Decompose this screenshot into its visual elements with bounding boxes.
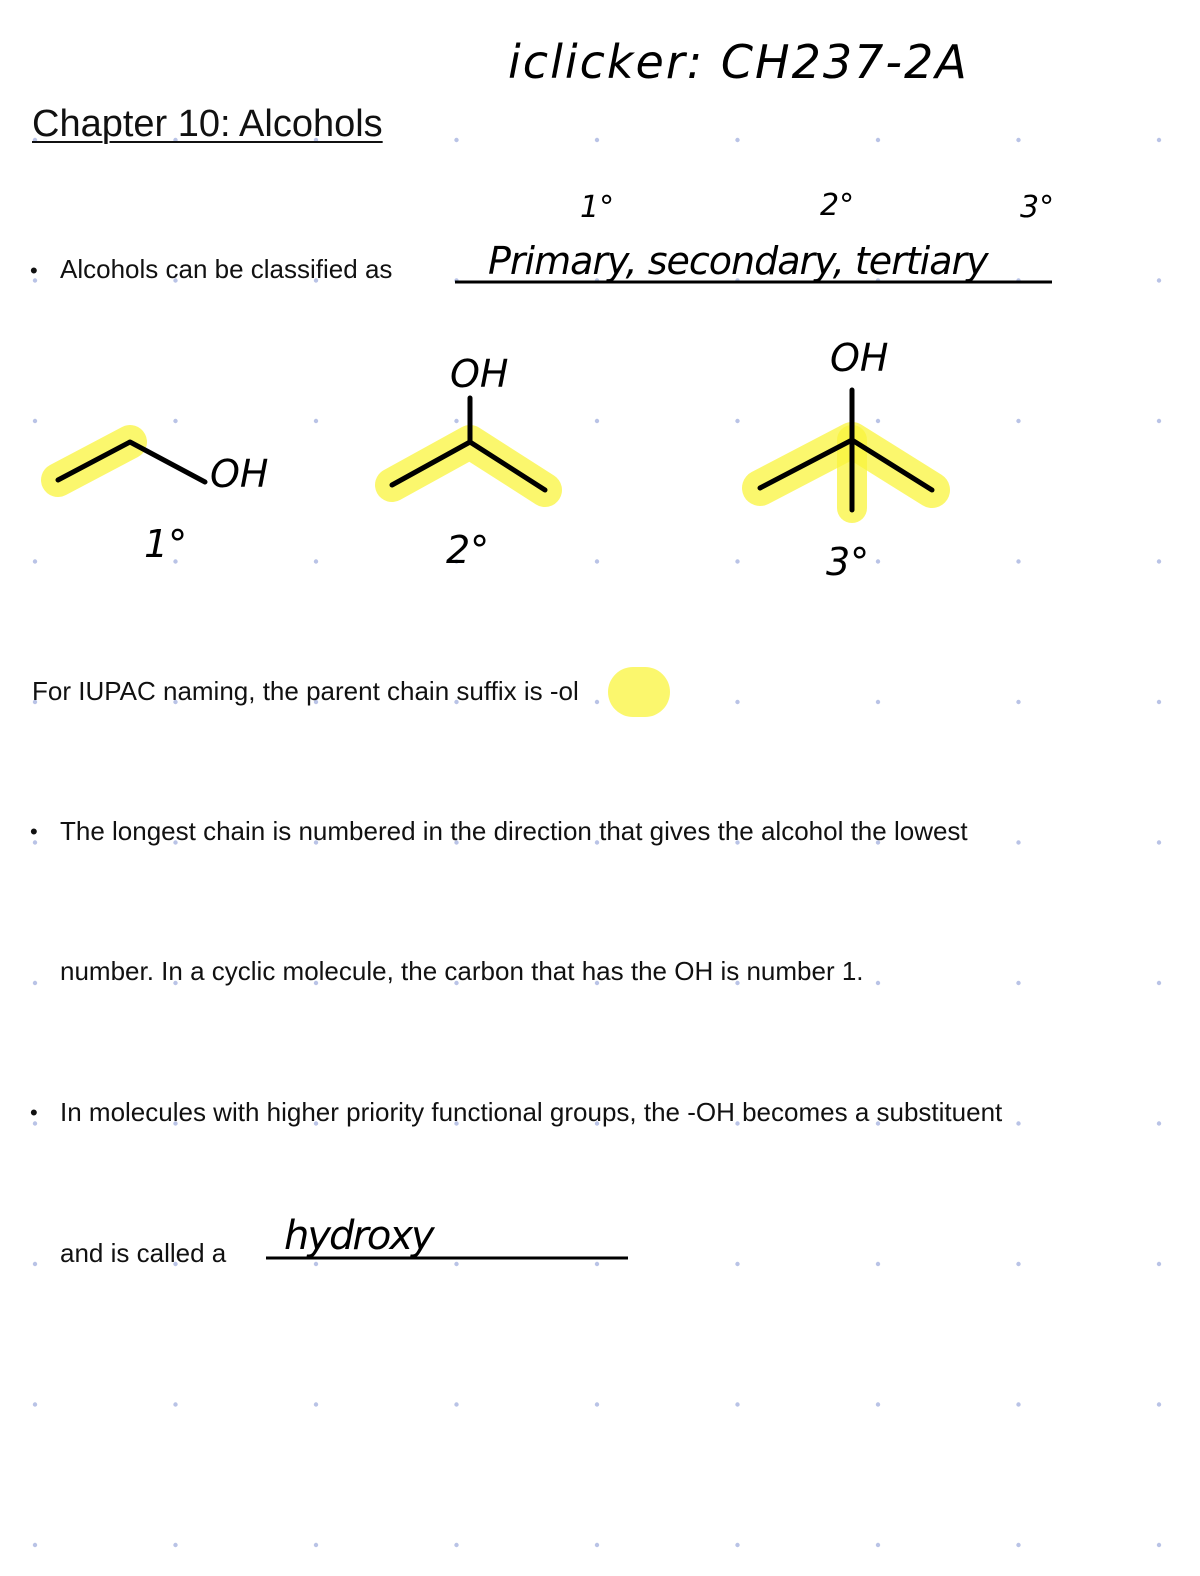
degree-label-tertiary: 3° bbox=[826, 540, 870, 584]
page-title: Chapter 10: Alcohols bbox=[32, 103, 383, 145]
iupac-suffix: -ol bbox=[549, 676, 579, 706]
oh-secondary: OH bbox=[450, 352, 509, 396]
rule2-answer: hydroxy bbox=[284, 1213, 433, 1259]
iupac-line bbox=[32, 674, 579, 708]
degree-mark-3: 3° bbox=[1020, 190, 1055, 225]
bullet-marker: • bbox=[30, 258, 38, 283]
rule1-line1: The longest chain is numbered in the direction that gives the alcohol the lowest bbox=[60, 816, 968, 846]
degree-mark-1: 1° bbox=[580, 190, 615, 225]
highlight-secondary bbox=[392, 442, 545, 490]
rule2-prompt: and is called a bbox=[60, 1238, 227, 1268]
rule2-line1: In molecules with higher priority functional groups, the -OH becomes a substituent bbox=[60, 1097, 1003, 1127]
clicker-note: iclicker: CH237-2A bbox=[508, 35, 969, 89]
classification-answer: Primary, secondary, tertiary bbox=[488, 239, 988, 283]
degree-label-primary: 1° bbox=[144, 522, 188, 566]
iupac-text: For IUPAC naming, the parent chain suffix is bbox=[32, 676, 543, 706]
classification-prompt: Alcohols can be classified as bbox=[60, 254, 393, 284]
bullet-marker: • bbox=[30, 1100, 38, 1125]
rule1-line2: number. In a cyclic molecule, the carbon that has the OH is number 1. bbox=[60, 956, 864, 986]
oh-primary: OH bbox=[210, 452, 269, 496]
bullet-marker: • bbox=[30, 819, 38, 844]
oh-tertiary: OH bbox=[830, 336, 889, 380]
degree-label-secondary: 2° bbox=[446, 528, 490, 572]
degree-mark-2: 2° bbox=[820, 188, 855, 223]
